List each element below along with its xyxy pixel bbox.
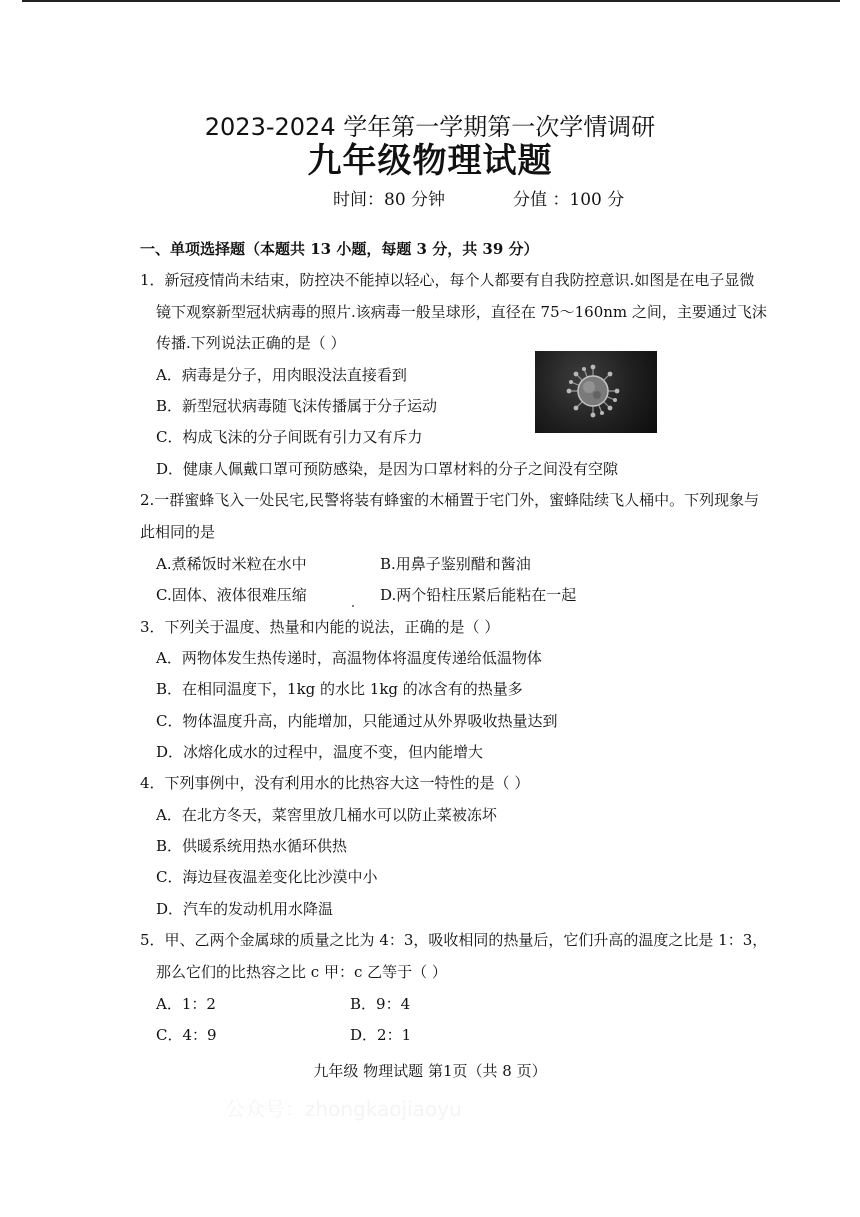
faded-watermark: 公众号：zhongkaojiaoyu [225, 1097, 462, 1121]
question-4-option-b: B．供暖系统用热水循环供热 [156, 837, 348, 855]
question-5-option-b: B．9：4 [350, 995, 411, 1013]
question-1-option-a: A．病毒是分子，用肉眼没法直接看到 [156, 366, 407, 384]
question-2-option-c: C.固体、液体很难压缩 [156, 586, 307, 604]
question-5-line-1: 5．甲、乙两个金属球的质量之比为 4：3，吸收相同的热量后，它们升高的温度之比是 1：3， [140, 931, 768, 949]
question-1-line-2: 镜下观察新型冠状病毒的照片.该病毒一般呈球形，直径在 75～160nm 之间，主要通过飞沫 [156, 303, 767, 321]
question-1-line-1: 1．新冠疫情尚未结束，防控决不能掉以轻心，每个人都要有自我防控意识.如图是在电子显微 [140, 271, 755, 289]
question-5-option-a: A．1：2 [156, 995, 216, 1013]
question-3-option-d: D．冰熔化成水的过程中，温度不变，但内能增大 [156, 743, 484, 761]
exam-score: 分值 ：100 分 [513, 190, 625, 210]
question-5-option-d: D．2：1 [350, 1026, 412, 1044]
virus-microscope-photo [535, 351, 657, 433]
scan-speck [352, 605, 354, 607]
exam-time: 时间：80 分钟 [333, 190, 446, 210]
question-3-line-1: 3．下列关于温度、热量和内能的说法，正确的是（ ） [140, 618, 500, 636]
question-5-line-2: 那么它们的比热容之比 c 甲：c 乙等于（ ） [156, 963, 447, 981]
question-2-option-a: A.煮稀饭时米粒在水中 [156, 555, 307, 573]
question-4-option-d: D．汽车的发动机用水降温 [156, 900, 334, 918]
top-border-line [22, 0, 840, 2]
question-1-option-c: C．构成飞沫的分子间既有引力又有斥力 [156, 428, 423, 446]
question-2-option-d: D.两个铅柱压紧后能粘在一起 [380, 586, 577, 604]
section-heading: 一、单项选择题（本题共 13 小题，每题 3 分，共 39 分） [140, 240, 539, 258]
question-1-option-b: B．新型冠状病毒随飞沫传播属于分子运动 [156, 397, 438, 415]
question-3-option-a: A．两物体发生热传递时，高温物体将温度传递给低温物体 [156, 649, 542, 667]
question-2-line-1: 2.一群蜜蜂飞入一处民宅,民警将装有蜂蜜的木桶置于宅门外，蜜蜂陆续飞人桶中。下列现象与 [140, 491, 760, 509]
question-5-option-c: C．4：9 [156, 1026, 217, 1044]
question-1-line-3: 传播.下列说法正确的是（ ） [156, 334, 346, 352]
question-4-line-1: 4．下列事例中，没有利用水的比热容大这一特性的是（ ） [140, 774, 530, 792]
exam-title: 九年级物理试题 [307, 141, 553, 181]
question-4-option-a: A．在北方冬天，菜窖里放几桶水可以防止菜被冻坏 [156, 806, 497, 824]
question-3-option-b: B．在相同温度下，1kg 的水比 1kg 的冰含有的热量多 [156, 680, 523, 698]
question-4-option-c: C．海边昼夜温差变化比沙漠中小 [156, 868, 378, 886]
question-1-option-d: D．健康人佩戴口罩可预防感染，是因为口罩材料的分子之间没有空隙 [156, 460, 619, 478]
question-3-option-c: C．物体温度升高，内能增加，只能通过从外界吸收热量达到 [156, 712, 558, 730]
question-2-line-2: 此相同的是 [140, 523, 216, 541]
exam-title-line1: 2023-2024 学年第一学期第一次学情调研 [204, 113, 656, 141]
page-footer: 九年级 物理试题 第1页（共 8 页） [313, 1062, 547, 1080]
question-2-option-b: B.用鼻子鉴别醋和酱油 [380, 555, 531, 573]
